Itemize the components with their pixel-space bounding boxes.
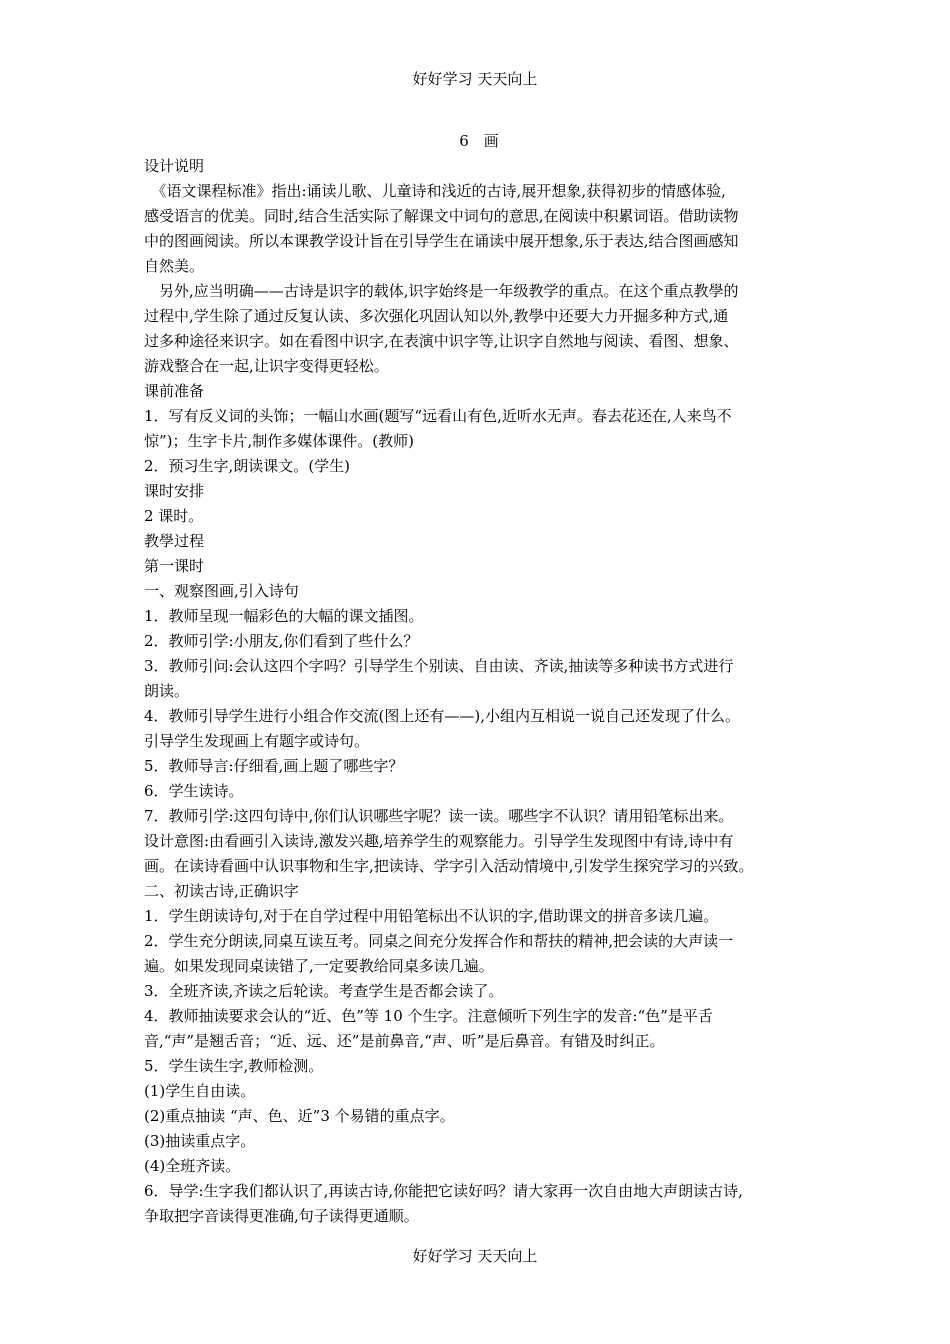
text-line: 自然美。 [144,257,205,275]
text-line: 设计说明 [144,157,205,175]
page-footer: 好好学习 天天向上 [412,1247,538,1265]
text-line: 6．学生读诗。 [144,782,244,800]
text-line: 二、初读古诗,正确识字 [144,882,299,900]
text-line: 2 课时。 [144,507,204,525]
text-line: 另外,应当明确——古诗是识字的载体,识字始终是一年级教学的重点。在这个重点教學的 [144,282,739,300]
text-lines [144,154,814,1229]
text-line: 1．教师呈现一幅彩色的大幅的课文插图。 [144,607,424,625]
text-line: (1)学生自由读。 [144,1082,256,1100]
text-line: 画。在读诗看画中认识事物和生字,把读诗、学字引入活动情境中,引发学生探究学习的兴致。 [144,857,754,875]
text-line: 引导学生发现画上有题字或诗句。 [144,732,370,750]
text-line: (3)抽读重点字。 [144,1132,256,1150]
text-line: 1．学生朗读诗句,对于在自学过程中用铅笔标出不认识的字,借助课文的拼音多读几遍。 [144,907,719,925]
page-header: 好好学习 天天向上 [412,70,538,88]
text-line: 音,“声”是翘舌音；“近、远、还”是前鼻音,“声、听”是后鼻音。有错及时纠正。 [144,1032,665,1050]
text-line: 朗读。 [144,682,190,700]
text-line: 争取把字音读得更准确,句子读得更通顺。 [144,1207,419,1225]
text-line: 遍。如果发现同桌读错了,一定要教给同桌多读几遍。 [144,957,494,975]
text-line: 2．教师引学:小朋友,你们看到了些什么？ [144,632,419,650]
text-line: 3．教师引问:会认这四个字吗？引导学生个别读、自由读、齐读,抽读等多种读书方式进行 [144,657,734,675]
text-line: 1．写有反义词的头饰；一幅山水画(题写“远看山有色,近听水无声。春去花还在,人来鸟不 [144,407,732,425]
text-line: 2．学生充分朗读,同桌互读互考。同桌之间充分发挥合作和帮扶的精神,把会读的大声读一 [144,932,734,950]
text-line: (2)重点抽读 “声、色、近”3 个易错的重点字。 [144,1107,455,1125]
text-line: 感受语言的优美。同时,结合生活实际了解课文中词句的意思,在阅读中积累词语。借助读物 [144,207,739,225]
text-line: 惊”)；生字卡片,制作多媒体课件。(教师) [144,432,414,450]
text-line: 5．教师导言:仔细看,画上题了哪些字？ [144,757,404,775]
text-line: 设计意图:由看画引入读诗,激发兴趣,培养学生的观察能力。引导学生发现图中有诗,诗中有 [144,832,734,850]
text-line: 第一课时 [144,557,205,575]
text-line: 《语文课程标准》指出:诵读儿歌、儿童诗和浅近的古诗,展开想象,获得初步的情感体验, [144,182,726,200]
text-line: (4)全班齐读。 [144,1157,241,1175]
text-line: 4．教师抽读要求会认的“近、色”等 10 个生字。注意倾听下列生字的发音:“色”是平舌 [144,1007,713,1025]
text-line: 4．教师引导学生进行小组合作交流(图上还有——),小组内互相说一说自己还发现了什么。 [144,707,741,725]
text-line: 一、观察图画,引入诗句 [144,582,299,600]
text-line: 课前准备 [144,382,205,400]
text-line: 游戏整合在一起,让识字变得更轻松。 [144,357,389,375]
text-line: 课时安排 [144,482,205,500]
document-body [144,128,814,1229]
text-line: 教學过程 [144,532,205,550]
text-line: 中的图画阅读。所以本课教学设计旨在引导学生在诵读中展开想象,乐于表达,结合图画感知 [144,232,739,250]
text-line: 3．全班齐读,齐读之后轮读。考查学生是否都会读了。 [144,982,504,1000]
text-line: 7．教师引学:这四句诗中,你们认识哪些字呢？读一读。哪些字不认识？请用铅笔标出来。 [144,807,734,825]
lesson-title: 6 画 [459,132,499,150]
text-line: 过多种途径来识字。如在看图中识字,在表演中识字等,让识字自然地与阅读、看图、想象、 [144,332,739,350]
text-line: 5．学生读生字,教师检测。 [144,1057,324,1075]
text-line: 6．导学:生字我们都认识了,再读古诗,你能把它读好吗？请大家再一次自由地大声朗读古诗, [144,1182,743,1200]
text-line: 2．预习生字,朗读课文。(学生) [144,457,351,475]
text-line: 过程中,学生除了通过反复认读、多次强化巩固认知以外,教學中还要大力开掘多种方式,通 [144,307,729,325]
